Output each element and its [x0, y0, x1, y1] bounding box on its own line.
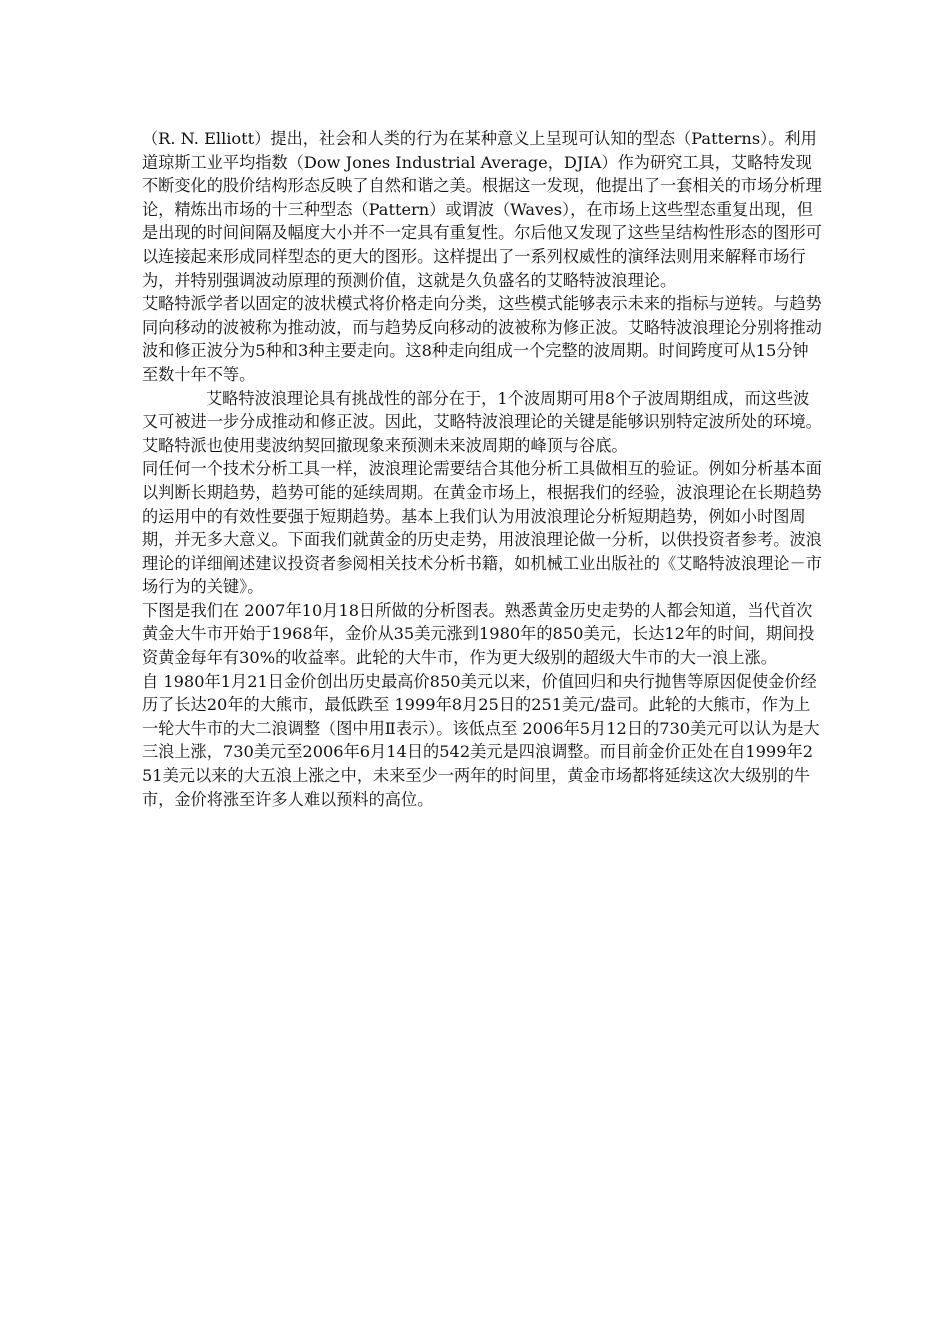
paragraph-bear-market: 自 1980年1月21日金价创出历史最高价850美元以来，价值回归和央行抛售等原因促使金价经历了长达20年的大熊市，最低跌至 1999年8月25日的251美元/盎司。此轮的大熊市，作为上一轮大牛市的大二浪调整（图中用Ⅱ表示）。该低点至 2006年5月12日的730美元可以认为是大三浪上涨，730美元至2006年6月14日的542美元是四浪调整。而目前金价正处在自1999年251美元以来的大五浪上涨之中，未来至少一两年的时间里，黄金市场都将延续这次大级别的牛市，金价将涨至许多人难以预料的高位。 [142, 671, 820, 809]
document-body [142, 127, 822, 811]
paragraph-chart-intro: 下图是我们在 2007年10月18日所做的分析图表。熟悉黄金历史走势的人都会知道，当代首次黄金大牛市开始于1968年，金价从35美元涨到1980年的850美元，长达12年的时间，期间投资黄金每年有30%的收益率。此轮的大牛市，作为更大级别的超级大牛市的大一浪上涨。 [142, 600, 815, 668]
paragraph-wave-challenge: 艾略特波浪理论具有挑战性的部分在于，1个波周期可用8个子波周期组成，而这些波又可被进一步分成推动和修正波。因此，艾略特波浪理论的关键是能够识别特定波所处的环境。艾略特派也使用斐波纳契回撤现象来预测未来波周期的峰顶与谷底。 [142, 388, 822, 455]
paragraph-analysis-tools: 同任何一个技术分析工具一样，波浪理论需要结合其他分析工具做相互的验证。例如分析基本面以判断长期趋势，趋势可能的延续周期。在黄金市场上，根据我们的经验，波浪理论在长期趋势的运用中的有效性要强于短期趋势。基本上我们认为用波浪理论分析短期趋势，例如小时图周期，并无多大意义。下面我们就黄金的历史走势，用波浪理论做一分析，以供投资者参考。波浪理论的详细阐述建议投资者参阅相关技术分析书籍，如机械工业出版社的《艾略特波浪理论－市场行为的关键》。 [142, 459, 822, 597]
paragraph-wave-classification: 艾略特派学者以固定的波状模式将价格走向分类，这些模式能够表示未来的指标与逆转。与趋势同向移动的波被称为推动波，而与趋势反向移动的波被称为修正波。艾略特波浪理论分别将推动波和修正波分为5种和3种主要走向。这8种走向组成一个完整的波周期。时间跨度可从15分钟至数十年不等。 [142, 294, 822, 384]
paragraph-elliott-intro: （R. N. Elliott）提出，社会和人类的行为在某种意义上呈现可认知的型态（Patterns）。利用道琼斯工业平均指数（Dow Jones Industrial Average，DJIA）作为研究工具，艾略特发现不断变化的股价结构形态反映了自然和谐之美。根据这一发现，他提出了一套相关的市场分析理论，精炼出市场的十三种型态（Pattern）或谓波（Waves），在市场上这些型态重复出现，但是出现的时间间隔及幅度大小并不一定具有重复性。尔后他又发现了这些呈结构性形态的图形可以连接起来形成同样型态的更大的图形。这样提出了一系列权威性的演绎法则用来解释市场行为，并特别强调波动原理的预测价值，这就是久负盛名的艾略特波浪理论。 [142, 129, 822, 290]
